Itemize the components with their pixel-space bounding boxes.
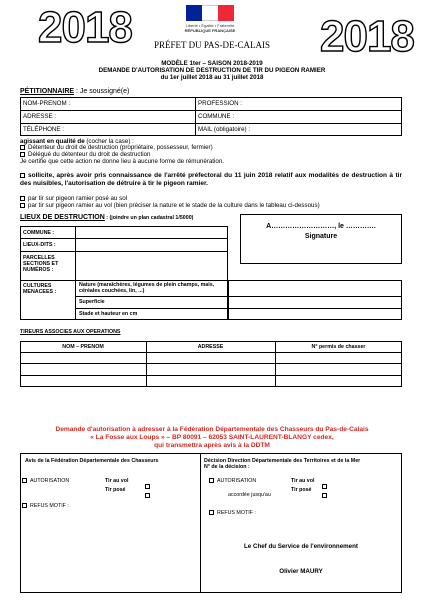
logo-republic: RÉPUBLIQUE FRANÇAISE	[184, 28, 236, 33]
tireurs-header-permis: N° permis de chasser	[311, 344, 366, 350]
year-left: 2018	[38, 3, 132, 52]
tireurs-header-nom: NOM – PRENOM	[62, 344, 104, 350]
decision-tir-vol-label: Tir au vol	[291, 478, 315, 484]
lieux-label: LIEUX DE DESTRUCTION	[20, 214, 105, 221]
demande-line2: « La Fosse aux Loups » – BP 80091 – 62053 SAINT-LAURENT-BLANGY cedex,	[90, 434, 334, 442]
commune-field[interactable]: COMMUNE :	[198, 113, 235, 120]
decision-tir-pose-label: Tir posé	[291, 487, 312, 493]
decision-tir-pose-checkbox[interactable]	[322, 493, 327, 498]
avis-autorisation-row: AUTORISATION	[22, 478, 69, 484]
demande-line1: Demande d'autorisation à adresser à la Fédération Départementale des Chasseurs du Pas-de-Calais	[55, 426, 369, 433]
qualite-heading: agissant en qualité de	[20, 138, 85, 145]
avis-refus-row: REFUS MOTIF :	[22, 503, 69, 509]
petitionnaire-heading	[20, 88, 129, 95]
tireurs-heading: TIREURS ASSOCIES AUX OPERATIONS	[20, 329, 121, 335]
detenteur-label: Détenteur du droit de destruction (propriétaire, possesseur, fermier)	[28, 144, 213, 152]
profession-field[interactable]: PROFESSION :	[198, 100, 243, 107]
title-line1: MODÈLE 1ter – SAISON 2018-2019	[161, 60, 263, 67]
parcelles-label: PARCELLES SECTIONS ET NUMÉROS :	[23, 255, 59, 273]
lieux-note: : (joindre un plan cadastral 1/5000)	[104, 215, 194, 221]
avis-refus-checkbox[interactable]	[22, 503, 27, 508]
tir-vol-label: par tir sur pigeon ramier au vol (bien préciser la nature et le stade de la culture dans le tableau ci-dessous)	[28, 202, 320, 209]
lieux-commune-label: COMMUNE :	[23, 230, 55, 236]
tir-vol-checkbox[interactable]	[20, 203, 25, 208]
signature-text	[240, 222, 402, 242]
prefet-title: PRÉFET DU PAS-DE-CALAIS	[153, 40, 271, 50]
avis-tir-vol-label: Tir au vol	[105, 478, 129, 484]
cultures-label: CULTURES MENACEES :	[23, 283, 57, 295]
petitionnaire-label: PÉTITIONNAIRE	[20, 88, 75, 95]
lieux-dits-label: LIEUX-DITS :	[23, 242, 56, 248]
signatory-name: Olivier MAURY	[279, 568, 323, 575]
delegue-label: Délégué du détenteur du droit de destruction	[28, 151, 151, 159]
lieux-heading	[20, 214, 193, 221]
signature-label: Signature	[304, 233, 338, 240]
decision-title-block	[204, 458, 399, 471]
decision-accordee-label: accordée jusqu'au	[228, 492, 271, 498]
avis-federation-title: Avis de la Fédération Départementale des Chasseurs	[25, 458, 159, 464]
demande-line3: qui transmettra après avis à la DDTM	[154, 442, 270, 450]
superficie-label: Superficie	[79, 299, 105, 305]
stade-label: Stade et hauteur en cm	[79, 311, 138, 317]
sollicite-text: sollicite, après avoir pris connaissance de l'arrêté préfectoral du 11 juin 2018 relatif aux modalités de destruction à tir des nuisibles, l'autorisation de détruire à tir le pigeon ramier.	[20, 172, 402, 187]
adresse-field[interactable]: ADRESSE :	[23, 113, 57, 120]
year-right: 2018	[320, 12, 414, 61]
telephone-field[interactable]: TÉLÉPHONE :	[23, 126, 64, 133]
tir-pose-checkbox[interactable]	[20, 196, 25, 201]
demande-block	[10, 426, 414, 451]
modes-block	[20, 195, 410, 209]
decision-number: N° de la décision :	[204, 464, 250, 471]
remuneration-note: Je certifie que cette action ne donne lieu à aucune forme de rémunération.	[20, 157, 224, 165]
petitionnaire-text: : Je soussigné(e)	[74, 88, 130, 95]
logo-motto: Liberté • Égalité • Fraternité	[185, 23, 235, 28]
tir-pose-label: par tir sur pigeon ramier posé au sol	[28, 195, 128, 202]
decision-autorisation-checkbox[interactable]	[209, 478, 214, 483]
delegue-checkbox[interactable]	[20, 152, 25, 157]
decision-title: Décision Direction Départementale des Territoires et de la Mer	[204, 458, 361, 464]
nom-field[interactable]: NOM-PRENOM :	[23, 100, 71, 107]
qualite-block: agissant en qualité de (cocher la case) : Détenteur du droit de destruction (propriétaire, possesseur, fermier) Délégué du détenteur du droit de destruction Je certifie que cette action ne donne lieu à aucune forme de rémunération.	[20, 139, 410, 165]
decision-autorisation-row: AUTORISATION	[209, 478, 256, 484]
detenteur-checkbox[interactable]	[20, 145, 25, 150]
title-line2: DEMANDE D'AUTORISATION DE DESTRUCTION DE TIR DU PIGEON RAMIER	[98, 67, 326, 74]
sollicite-checkbox[interactable]	[20, 173, 25, 178]
avis-tir-pose-checkbox[interactable]	[145, 493, 150, 498]
avis-tir-pose-label: Tir posé	[105, 487, 126, 493]
mail-field[interactable]: MAIL (obligatoire) :	[198, 126, 251, 133]
chef-service: Le Chef du Service de l'environnement	[244, 543, 358, 550]
title-line3: du 1er juillet 2018 au 31 juillet 2018	[160, 74, 264, 81]
avis-autorisation-checkbox[interactable]	[22, 478, 27, 483]
marianne-logo	[186, 5, 234, 21]
decision-refus-checkbox[interactable]	[209, 510, 214, 515]
form-title	[0, 60, 424, 81]
tireurs-header-adresse: ADRESSE	[197, 344, 224, 350]
signature-place-date: A………………………, le ………….	[266, 223, 376, 230]
nature-label: Nature (maraîchères, légumes de plein champs, maïs, céréales couchées, lin, ...)	[79, 282, 215, 294]
decision-refus-row: REFUS MOTIF :	[209, 510, 256, 516]
sollicite-block	[20, 172, 402, 188]
